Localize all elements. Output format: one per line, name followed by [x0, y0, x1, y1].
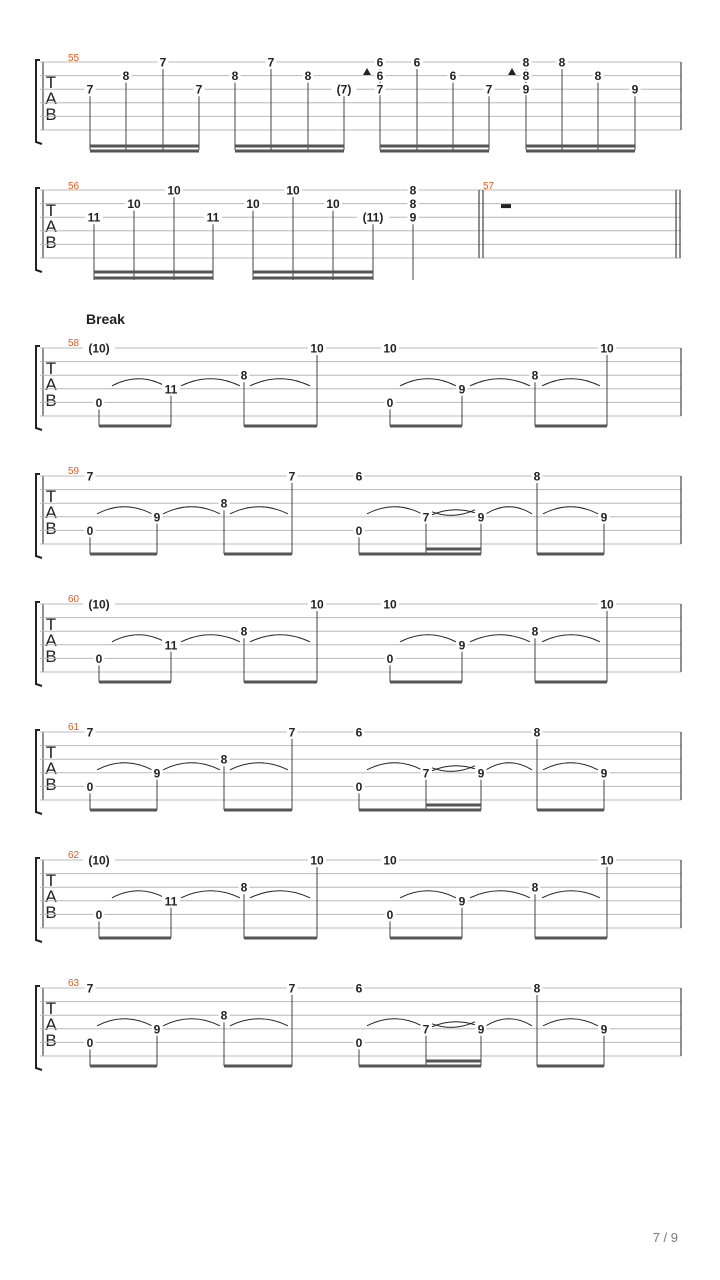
beam: [99, 937, 171, 940]
slur: [367, 763, 422, 770]
page-number: 7 / 9: [652, 1230, 678, 1245]
beam: [90, 553, 157, 556]
system-bracket: [36, 346, 42, 430]
fret-number: 7: [485, 82, 493, 97]
beam: [90, 150, 199, 153]
fret-number: 11: [206, 210, 220, 225]
system-56-57: [36, 181, 681, 280]
beam: [390, 681, 462, 684]
fret-number: 10: [600, 597, 614, 612]
beam: [94, 271, 213, 274]
beam: [235, 145, 344, 148]
fret-number: 6: [355, 469, 363, 484]
fret-number: 0: [86, 779, 94, 794]
fret-number: 9: [153, 1022, 161, 1037]
fret-number: 8: [122, 69, 130, 84]
fret-number: 10: [310, 853, 324, 868]
fret-number: 0: [386, 651, 394, 666]
slur: [163, 763, 220, 770]
system-58: [36, 338, 681, 430]
fret-number: 10: [167, 183, 181, 198]
fret-number: 10: [383, 597, 397, 612]
slur: [230, 507, 288, 514]
beam: [94, 277, 213, 280]
fret-number: 8: [531, 624, 539, 639]
fret-number: 0: [86, 523, 94, 538]
fret-number: 7: [422, 510, 430, 525]
slur: [181, 635, 240, 642]
tab-clef-letter: T: [45, 73, 57, 92]
beam: [380, 145, 489, 148]
slur: [181, 891, 240, 898]
beam: [535, 425, 607, 428]
slur: [250, 635, 310, 642]
fret-number: 10: [600, 341, 614, 356]
fret-number: 10: [310, 341, 324, 356]
fret-number: 7: [288, 725, 296, 740]
tab-clef-letter: T: [45, 487, 57, 506]
measure-number: 62: [68, 850, 80, 861]
tab-clef-letter: T: [45, 999, 57, 1018]
beam: [359, 809, 481, 812]
slur: [400, 635, 456, 642]
tab-clef-letter: B: [45, 391, 57, 410]
fret-number: 9: [458, 894, 466, 909]
fret-number: 10: [127, 197, 141, 212]
fret-number: 7: [288, 469, 296, 484]
measure-number: 57: [483, 181, 495, 192]
tab-clef-letter: A: [45, 217, 57, 236]
fret-number: 0: [95, 395, 103, 410]
fret-number: 7: [86, 725, 94, 740]
fret-number: 8: [594, 69, 602, 84]
beam: [244, 681, 317, 684]
fret-number: 9: [477, 510, 485, 525]
fret-number: (10): [88, 853, 110, 868]
slur: [470, 635, 530, 642]
tab-clef-letter: B: [45, 647, 57, 666]
fret-number: 9: [631, 82, 639, 97]
slur: [543, 507, 598, 514]
slur: [400, 891, 456, 898]
tab-clef-letter: B: [45, 105, 57, 124]
beam: [253, 277, 373, 280]
beam: [244, 425, 317, 428]
fret-number: 10: [310, 597, 324, 612]
measure-number: 60: [68, 594, 80, 605]
fret-number: 8: [531, 880, 539, 895]
fret-number: 7: [86, 82, 94, 97]
fret-number: 0: [95, 907, 103, 922]
fret-number: 9: [522, 82, 530, 97]
system-63: [36, 978, 681, 1070]
fret-number: 9: [477, 766, 485, 781]
fret-number: 9: [458, 638, 466, 653]
beam: [99, 681, 171, 684]
fret-number: 6: [355, 725, 363, 740]
accent-marker: [363, 68, 371, 75]
beam: [537, 553, 604, 556]
slur: [542, 891, 600, 898]
slur: [163, 1019, 220, 1026]
tab-clef-letter: A: [45, 631, 57, 650]
slur: [543, 1019, 598, 1026]
tab-clef-letter: A: [45, 759, 57, 778]
fret-number: (11): [362, 210, 384, 225]
system-55: [36, 53, 681, 153]
fret-number: 9: [600, 510, 608, 525]
tab-clef-letter: A: [45, 89, 57, 108]
fret-number: 10: [383, 853, 397, 868]
beam: [224, 1065, 292, 1068]
fret-number: 0: [355, 779, 363, 794]
fret-number: (10): [88, 597, 110, 612]
fret-number: 8: [240, 624, 248, 639]
measure-number: 55: [68, 53, 80, 64]
system-bracket: [36, 474, 42, 558]
measure-number: 61: [68, 722, 80, 733]
slur: [367, 1019, 422, 1026]
beam: [390, 425, 462, 428]
tab-clef-letter: A: [45, 503, 57, 522]
fret-number: 7: [422, 1022, 430, 1037]
beam: [359, 1065, 481, 1068]
system-61: [36, 722, 681, 814]
fret-number: 7: [195, 82, 203, 97]
slur: [112, 891, 165, 898]
beam: [426, 1060, 481, 1063]
fret-number: 8: [522, 69, 530, 84]
measure-number: 58: [68, 338, 80, 349]
fret-number: 8: [533, 981, 541, 996]
fret-number: 11: [164, 638, 178, 653]
fret-number: 11: [87, 210, 101, 225]
slur: [97, 763, 152, 770]
beam: [99, 425, 171, 428]
tab-clef-letter: B: [45, 519, 57, 538]
fret-number: 8: [240, 368, 248, 383]
fret-number: 7: [376, 82, 384, 97]
beam: [253, 271, 373, 274]
fret-number: 8: [231, 69, 239, 84]
fret-number: 8: [409, 183, 417, 198]
fret-number: 10: [246, 197, 260, 212]
fret-number: 8: [409, 197, 417, 212]
beam: [380, 150, 489, 153]
fret-number: 11: [164, 894, 178, 909]
fret-number: 9: [153, 766, 161, 781]
slur: [163, 507, 220, 514]
measure-number: 63: [68, 978, 80, 989]
fret-number: 7: [288, 981, 296, 996]
slur: [250, 379, 310, 386]
fret-number: 8: [531, 368, 539, 383]
beam: [90, 809, 157, 812]
fret-number: 8: [220, 496, 228, 511]
fret-number: 0: [355, 523, 363, 538]
fret-number: 7: [422, 766, 430, 781]
beam: [537, 1065, 604, 1068]
tab-clef-letter: T: [45, 359, 57, 378]
system-bracket: [36, 602, 42, 686]
whole-rest: [501, 204, 511, 208]
beam: [535, 681, 607, 684]
tab-clef-letter: A: [45, 1015, 57, 1034]
tab-clef-letter: T: [45, 871, 57, 890]
fret-number: 11: [164, 382, 178, 397]
tab-clef-letter: T: [45, 201, 57, 220]
fret-number: 6: [376, 55, 384, 70]
beam: [244, 937, 317, 940]
fret-number: 8: [220, 752, 228, 767]
beam: [537, 809, 604, 812]
beam: [535, 937, 607, 940]
fret-number: 0: [95, 651, 103, 666]
beam: [526, 145, 635, 148]
beam: [426, 804, 481, 807]
beam: [390, 937, 462, 940]
system-bracket: [36, 188, 42, 272]
section-label: Break: [86, 311, 125, 327]
fret-number: 10: [286, 183, 300, 198]
beam: [90, 145, 199, 148]
slur: [400, 379, 456, 386]
slur: [486, 763, 532, 770]
fret-number: 6: [413, 55, 421, 70]
fret-number: 0: [386, 907, 394, 922]
beam: [235, 150, 344, 153]
slur: [230, 1019, 288, 1026]
system-bracket: [36, 60, 42, 144]
fret-number: 8: [533, 725, 541, 740]
slur: [230, 763, 288, 770]
slur: [97, 507, 152, 514]
system-60: [36, 594, 681, 686]
system-59: [36, 466, 681, 558]
fret-number: 9: [458, 382, 466, 397]
tab-clef-letter: T: [45, 743, 57, 762]
tab-clef-letter: T: [45, 615, 57, 634]
slur: [367, 507, 422, 514]
beam: [224, 553, 292, 556]
accent-marker: [508, 68, 516, 75]
fret-number: 8: [533, 469, 541, 484]
fret-number: 7: [86, 981, 94, 996]
fret-number: 7: [159, 55, 167, 70]
slur: [181, 379, 240, 386]
fret-number: 6: [449, 69, 457, 84]
fret-number: (10): [88, 341, 110, 356]
fret-number: 10: [326, 197, 340, 212]
tab-clef-letter: A: [45, 887, 57, 906]
fret-number: 9: [600, 1022, 608, 1037]
fret-number: 9: [600, 766, 608, 781]
beam: [359, 553, 481, 556]
tab-clef-letter: A: [45, 375, 57, 394]
system-62: [36, 850, 681, 942]
slur: [250, 891, 310, 898]
fret-number: 10: [383, 341, 397, 356]
beam: [526, 150, 635, 153]
fret-number: 8: [558, 55, 566, 70]
tab-clef-letter: B: [45, 233, 57, 252]
beam: [426, 548, 481, 551]
beam: [90, 1065, 157, 1068]
slur: [112, 379, 165, 386]
measure-number: 59: [68, 466, 80, 477]
fret-number: 9: [477, 1022, 485, 1037]
fret-number: 0: [386, 395, 394, 410]
slur: [470, 891, 530, 898]
fret-number: 8: [522, 55, 530, 70]
fret-number: (7): [336, 82, 352, 97]
fret-number: 9: [153, 510, 161, 525]
fret-number: 7: [86, 469, 94, 484]
system-bracket: [36, 858, 42, 942]
slur: [543, 763, 598, 770]
slur: [486, 1019, 532, 1026]
system-bracket: [36, 730, 42, 814]
slur: [486, 507, 532, 514]
fret-number: 0: [355, 1035, 363, 1050]
fret-number: 8: [304, 69, 312, 84]
slur: [97, 1019, 152, 1026]
fret-number: 6: [355, 981, 363, 996]
fret-number: 8: [220, 1008, 228, 1023]
fret-number: 0: [86, 1035, 94, 1050]
slur: [542, 379, 600, 386]
fret-number: 8: [240, 880, 248, 895]
beam: [224, 809, 292, 812]
slur: [112, 635, 165, 642]
fret-number: 9: [409, 210, 417, 225]
system-bracket: [36, 986, 42, 1070]
tab-clef-letter: B: [45, 1031, 57, 1050]
measure-number: 56: [68, 181, 80, 192]
fret-number: 7: [267, 55, 275, 70]
fret-number: 10: [600, 853, 614, 868]
slur: [470, 379, 530, 386]
tab-clef-letter: B: [45, 903, 57, 922]
tab-clef-letter: B: [45, 775, 57, 794]
fret-number: 6: [376, 69, 384, 84]
slur: [542, 635, 600, 642]
